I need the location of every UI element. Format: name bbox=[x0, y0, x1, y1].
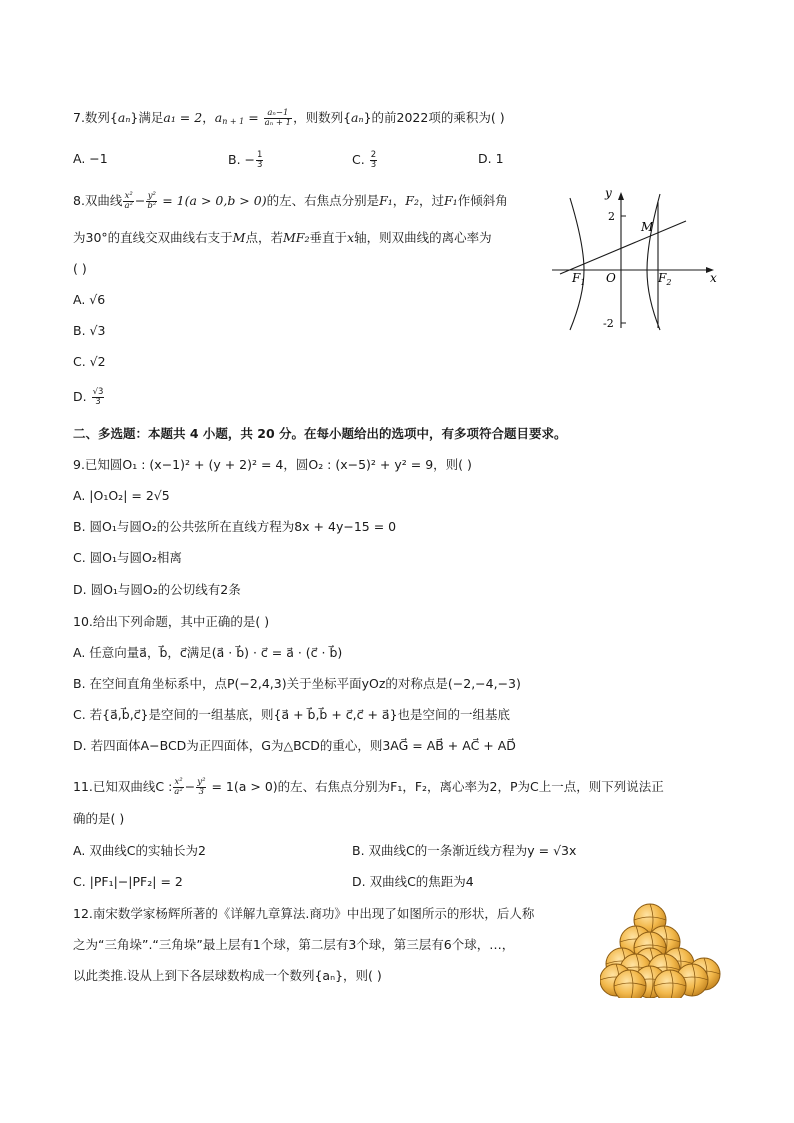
label-x: x bbox=[710, 271, 717, 285]
label-F2: $F_2$ bbox=[658, 271, 672, 287]
q8-stem-line2: 为30°的直线交双曲线右支于M点，若MF₂垂直于x轴，则双曲线的离心率为 bbox=[73, 230, 492, 245]
section-multiple-choice-heading: 二、多选题：本题共 4 小题，共 20 分。在每小题给出的选项中，有多项符合题目要求。 bbox=[73, 426, 567, 441]
q8-option-a: A. √6 bbox=[73, 292, 106, 307]
q9-option-c: C. 圆O₁与圆O₂相离 bbox=[73, 550, 182, 565]
q7-option-a: A. −1 bbox=[73, 151, 108, 166]
q10-option-a: A. 任意向量a⃗，b⃗，c⃗满足(a⃗ · b⃗) · c⃗ = a⃗ · (c⃗ · b⃗) bbox=[73, 645, 343, 660]
label-M: M bbox=[641, 220, 654, 234]
label-y: y bbox=[605, 186, 612, 200]
ball bbox=[614, 970, 646, 998]
q11-stem-line2: 确的是( ) bbox=[73, 811, 125, 826]
label-O: O bbox=[606, 271, 616, 285]
hyperbola-figure bbox=[548, 186, 724, 332]
q9-option-a: A. |O₁O₂| = 2√5 bbox=[73, 488, 170, 503]
q7-option-c: C. $\frac{2}{3}$ bbox=[352, 150, 377, 170]
label-F1: $F_1$ bbox=[572, 271, 586, 287]
q7-stem: 7.数列{aₙ}满足a₁ = 2，$a_{n + 1}$ = $\frac{\text{aₙ−1}}{\text{aₙ + 1}}$ ，则数列{aₙ}的前2022项的乘积为( ) bbox=[73, 108, 505, 128]
q7-option-b: B. − $\frac{1}{3}$ bbox=[228, 150, 263, 170]
ball-pyramid-image bbox=[600, 902, 724, 998]
q10-option-d: D. 若四面体A−BCD为正四面体，G为△BCD的重心，则3AG⃗ = AB⃗ + AC⃗ + AD⃗ bbox=[73, 738, 516, 753]
q11-option-b: B. 双曲线C的一条渐近线方程为y = √3x bbox=[352, 843, 577, 858]
q10-option-b: B. 在空间直角坐标系中，点P(−2,4,3)关于坐标平面yOz的对称点是(−2,−4,−3) bbox=[73, 676, 521, 691]
y-axis-arrow bbox=[618, 192, 624, 200]
q8-option-d: D. $\frac{√3}{3}$ bbox=[73, 387, 104, 407]
hyperbola-left-branch bbox=[570, 198, 584, 330]
q11-option-a: A. 双曲线C的实轴长为2 bbox=[73, 843, 206, 858]
q11-option-c: C. |PF₁|−|PF₂| = 2 bbox=[73, 874, 183, 889]
ball bbox=[654, 970, 686, 998]
q8-blank: ( ) bbox=[73, 261, 87, 276]
q7-option-d: D. 1 bbox=[478, 151, 504, 166]
q9-option-d: D. 圆O₁与圆O₂的公切线有2条 bbox=[73, 582, 241, 597]
q12-stem-line3: 以此类推.设从上到下各层球数构成一个数列{aₙ}，则( ) bbox=[73, 968, 382, 983]
q7-fraction: $\frac{\text{aₙ−1}}{\text{aₙ + 1}}$ bbox=[264, 108, 292, 128]
label-2: 2 bbox=[608, 210, 615, 223]
label-neg2: -2 bbox=[603, 317, 614, 330]
q10-option-c: C. 若{a⃗,b⃗,c⃗}是空间的一组基底，则{a⃗ + b⃗,b⃗ + c⃗,c⃗ + a⃗}也是空间的一组基底 bbox=[73, 707, 511, 722]
q8-stem-line1: 8.双曲线 $\frac{\text{x²}}{\text{a²}}$ − $\frac{\text{y²}}{\text{b²}}$ = 1(a > 0,b > 0)的左、右焦点分别是F₁，F₂，过F₁作倾斜角 bbox=[73, 191, 508, 211]
q9-option-b: B. 圆O₁与圆O₂的公共弦所在直线方程为8x + 4y−15 = 0 bbox=[73, 519, 397, 534]
q10-stem: 10.给出下列命题，其中正确的是( ) bbox=[73, 614, 270, 629]
q11-option-d: D. 双曲线C的焦距为4 bbox=[352, 874, 474, 889]
q9-stem: 9.已知圆O₁ : (x−1)² + (y + 2)² = 4，圆O₂ : (x−5)² + y² = 9，则( ) bbox=[73, 457, 472, 472]
q12-stem-line2: 之为“三角垛”.“三角垛”最上层有1个球，第二层有3个球，第三层有6个球，…， bbox=[73, 937, 515, 952]
ball-group bbox=[600, 904, 720, 998]
q8-option-c: C. √2 bbox=[73, 354, 106, 369]
q11-stem-line1: 11.已知双曲线C : $\frac{\text{x²}}{\text{a²}}$ − $\frac{\text{y²}}{3}$ = 1(a > 0)的左、右焦点分别为F₁，F₂，离心率为2，P为C上一点，则下列说法正 bbox=[73, 777, 664, 797]
q12-stem-line1: 12.南宋数学家杨辉所著的《详解九章算法.商功》中出现了如图所示的形状，后人称 bbox=[73, 906, 535, 921]
q8-option-b: B. √3 bbox=[73, 323, 106, 338]
